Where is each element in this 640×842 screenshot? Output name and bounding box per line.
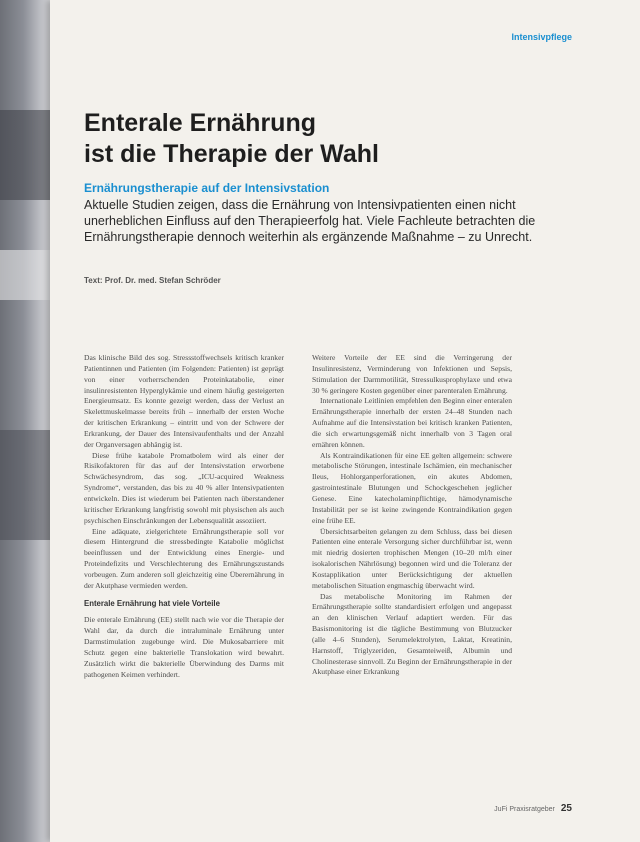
body-column-right xyxy=(312,353,512,678)
paragraph: Internationale Leitlinien empfehlen den Beginn einer enteralen Ernährungstherapie innerhalb der ersten 24–48 Stunden nach Aufnahme auf die Intensivstation bei kritisch kranken Patienten, die sich erwartungsgemäß nicht innerhalb von 3 Tagen oral ernähren können. xyxy=(312,396,512,449)
article-subtitle: Ernährungstherapie auf der Intensivstation xyxy=(84,181,330,195)
page-footer xyxy=(494,803,572,814)
paragraph: Weitere Vorteile der EE sind die Verringerung der Insulinresistenz, Verminderung von Infektionen und Sepsis, Stimulation der Darmmotilität, Stressulkusprophylaxe und etwa 30 % geringere Kosten gegenüber einer parenteralen Ernährung. xyxy=(312,353,512,395)
paragraph: Diese frühe katabole Promatbolem wird als einer der Risikofaktoren für das auf der Intensivstation erworbene Schwächesyndrom, das sog. „ICU-acquired Weakness Syndrome“, verstanden, das bis zu 40 % aller Intensivpatienten entwickeln. Dies ist wiederum bei Patienten nach überstandener kritischer Erkrankung langfristig sowohl mit physischen als auch psychischen Einschränkungen der Lebensqualität assoziiert. xyxy=(84,450,284,525)
paragraph: Als Kontraindikationen für eine EE gelten allgemein: schwere metabolische Störungen, intestinale Ischämien, ein mechanischer Ileus, Hohlorganperforationen, ein akutes Abdomen, gastrointestinale Blutungen und Schockgeschehen jeglicher Genese. Eine katecholaminpflichtige, hämodynamische Instabilität per se ist keine zwingende Kontraindikation gegen eine frühe EE. xyxy=(312,450,512,525)
section-label: Intensivpflege xyxy=(511,32,572,42)
article-title-line-1: Enterale Ernährung xyxy=(84,109,316,137)
article-byline: Text: Prof. Dr. med. Stefan Schröder xyxy=(84,276,221,285)
body-column-left xyxy=(84,353,284,680)
paragraph: Das metabolische Monitoring im Rahmen der Ernährungstherapie sollte standardisiert erfolgen und angepasst an den klinischen Verlauf adaptiert werden. Für das Basismonitoring ist die tägliche Bestimmung von Blutzucker (alle 4–6 Stunden), Serumelektrolyten, Laktat, Kreatinin, Harnstoff, Triglyzeriden, Gesamteiweiß, Albumin und Cholinesterase sinnvoll. Zu Beginn der Ernährungstherapie in der Akutphase einer Erkrankung xyxy=(312,591,512,677)
paragraph: Eine adäquate, zielgerichtete Ernährungstherapie soll vor diesem Hintergrund die stressbedingte Katabolie möglichst beeinflussen und der Entwicklung eines Energie- und Proteindefizits und Verschlechterung des Ernährungszustands vorbeugen. Zum anderen soll gleichzeitig eine Überernährung in der Akutphase vermieden werden. xyxy=(84,526,284,590)
article-title xyxy=(84,108,504,170)
paragraph: Übersichtsarbeiten gelangen zu dem Schluss, dass bei diesen Patienten eine enterale Versorgung sicher durchführbar ist, wenn mit niedrig dosierten trophischen Mengen (10–20 ml/h einer isokalorischen Nährlösung) begonnen wird und die Toleranz der Kostapplikation unter Berücksichtigung der aktuellen metabolischen Situation engmaschig überwacht wird. xyxy=(312,526,512,590)
section-heading: Enterale Ernährung hat viele Vorteile xyxy=(84,598,220,608)
publication-name: JuFi Praxisratgeber xyxy=(494,806,555,813)
page-number: 25 xyxy=(560,803,572,814)
paragraph: Die enterale Ernährung (EE) stellt nach wie vor die Therapie der Wahl dar, da durch die intraluminale Ernährung unter Darmstimulation zugebunge wird. Die Mukosabarriere mit Schutz gegen eine bakterielle Translokation wird bewahrt. Zusätzlich wirkt die bakterielle Überwindung des Darms mit pathogenen Keimen verhindert. xyxy=(84,615,284,679)
article-title-line-2: ist die Therapie der Wahl xyxy=(84,140,379,168)
paragraph: Das klinische Bild des sog. Stressstoffwechsels kritisch kranker Patientinnen und Patienten (im Folgenden: Patienten) ist geprägt von einer vorherrschenden Proteinkatabolie, einer insulinresistenten Hyperglykämie und einem häufig gesteigerten Energieumsatz. Es konnte gezeigt werden, dass der Verlust an Skelettmuskelmasse bereits früh – innerhalb der ersten Woche der kritischen Erkrankung – eintritt und von der Schwere der Erkrankung, der Dauer des Intensivaufenthalts und der Anzahl der Organversagen abhängig ist. xyxy=(84,353,284,449)
article-lead: Aktuelle Studien zeigen, dass die Ernährung von Intensivpatienten einen nicht unerheblichen Einfluss auf den Therapieerfolg hat. Viele Fachleute betrachten die Ernährungstherapie dennoch weiterhin als ergänzende Maßnahme – zu Unrecht. xyxy=(84,198,536,244)
